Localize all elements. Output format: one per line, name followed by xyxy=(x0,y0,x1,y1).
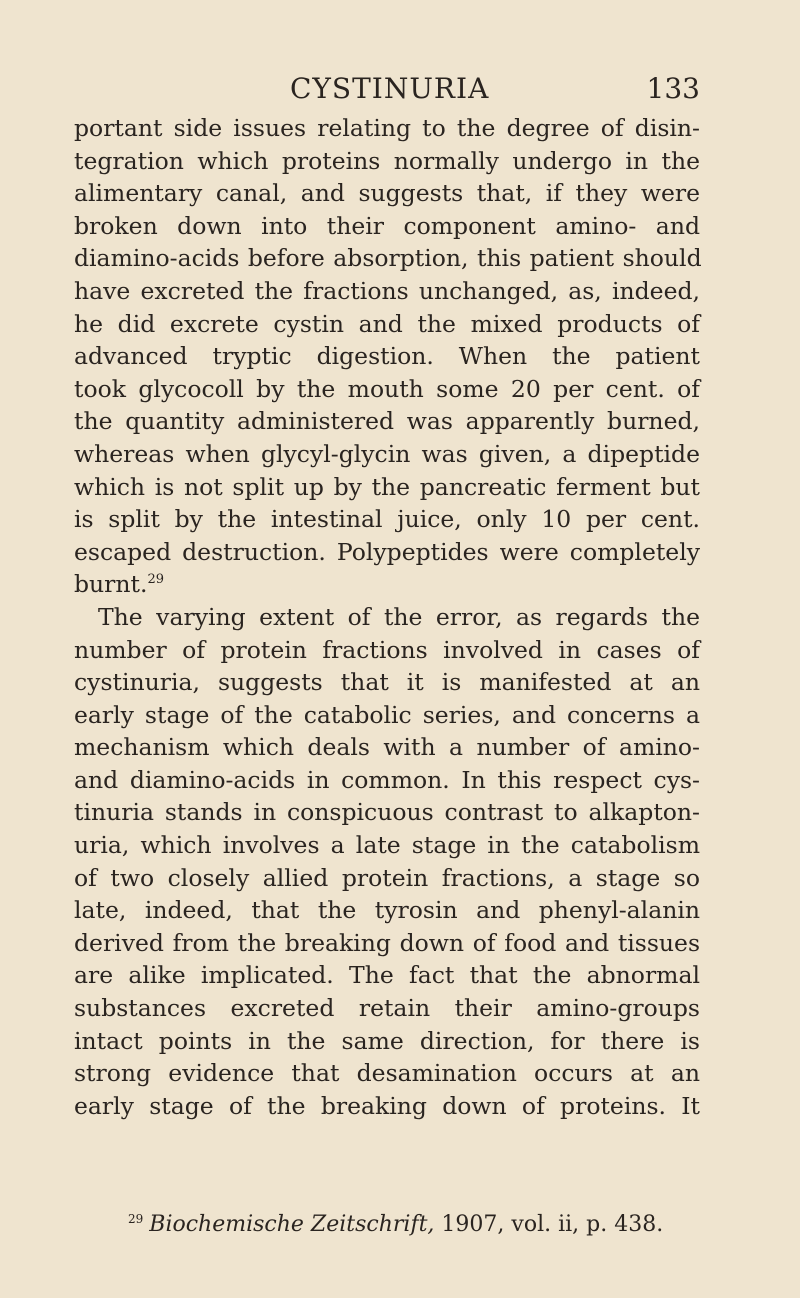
text-line: portant side issues relating to the degree of disin- xyxy=(74,114,700,142)
footnote-citation: 1907, vol. ii, p. 438. xyxy=(434,1212,664,1237)
running-title: CYSTINURIA xyxy=(290,72,490,105)
body-text xyxy=(74,112,700,1122)
text-line-end xyxy=(74,568,700,601)
text-line: broken down into their component amino- and xyxy=(74,211,700,240)
text-line: he did excrete cystin and the mixed products of xyxy=(74,309,700,338)
text-line: The varying extent of the error, as regards the xyxy=(98,602,700,631)
text-line: took glycocoll by the mouth some 20 per cent. of xyxy=(74,374,700,403)
text-line: diamino-acids before absorption, this patient should xyxy=(74,244,702,273)
text-line: the quantity administered was apparently burned, xyxy=(74,407,700,436)
text-line: of two closely allied protein fractions, a stage so xyxy=(74,863,700,892)
page-header xyxy=(290,72,700,112)
text-line: early stage of the breaking down of proteins. It xyxy=(74,1091,700,1120)
footnote-reference: 29 xyxy=(147,572,165,588)
page-number: 133 xyxy=(646,72,700,105)
footnote xyxy=(128,1212,728,1237)
text-line: and diamino-acids in common. In this respect cys- xyxy=(74,765,700,794)
footnote-journal: Biochemische Zeitschrift, xyxy=(149,1212,435,1237)
text-line: tinuria stands in conspicuous contrast to alkapton- xyxy=(74,798,700,827)
text-line: whereas when glycyl-glycin was given, a dipeptide xyxy=(74,439,700,468)
text-line: late, indeed, that the tyrosin and phenyl-alanin xyxy=(74,896,700,925)
text-line: mechanism which deals with a number of amino- xyxy=(74,733,700,762)
text-line: intact points in the same direction, for there is xyxy=(74,1026,700,1055)
text-line: which is not split up by the pancreatic ferment but xyxy=(74,472,700,501)
text-line: derived from the breaking down of food and tissues xyxy=(74,928,700,957)
text-line: advanced tryptic digestion. When the patient xyxy=(74,342,700,371)
text-line: number of protein fractions involved in cases of xyxy=(74,635,700,664)
text-line: cystinuria, suggests that it is manifested at an xyxy=(74,668,700,697)
text-line: uria, which involves a late stage in the catabolism xyxy=(74,831,700,860)
text-fragment: burnt. xyxy=(74,570,148,599)
text-line: alimentary canal, and suggests that, if they were xyxy=(74,179,700,208)
text-line: is split by the intestinal juice, only 10 per cent. xyxy=(74,505,700,534)
footnote-marker: 29 xyxy=(128,1211,144,1226)
text-line: early stage of the catabolic series, and concerns a xyxy=(74,700,700,729)
text-line: escaped destruction. Polypeptides were completely xyxy=(74,537,700,566)
text-line: are alike implicated. The fact that the abnormal xyxy=(74,961,700,990)
text-line: tegration which proteins normally undergo in the xyxy=(74,146,700,175)
text-line: have excreted the fractions unchanged, as, indeed, xyxy=(74,276,700,305)
text-line: substances excreted retain their amino-groups xyxy=(74,994,700,1023)
text-line: strong evidence that desamination occurs at an xyxy=(74,1059,700,1088)
